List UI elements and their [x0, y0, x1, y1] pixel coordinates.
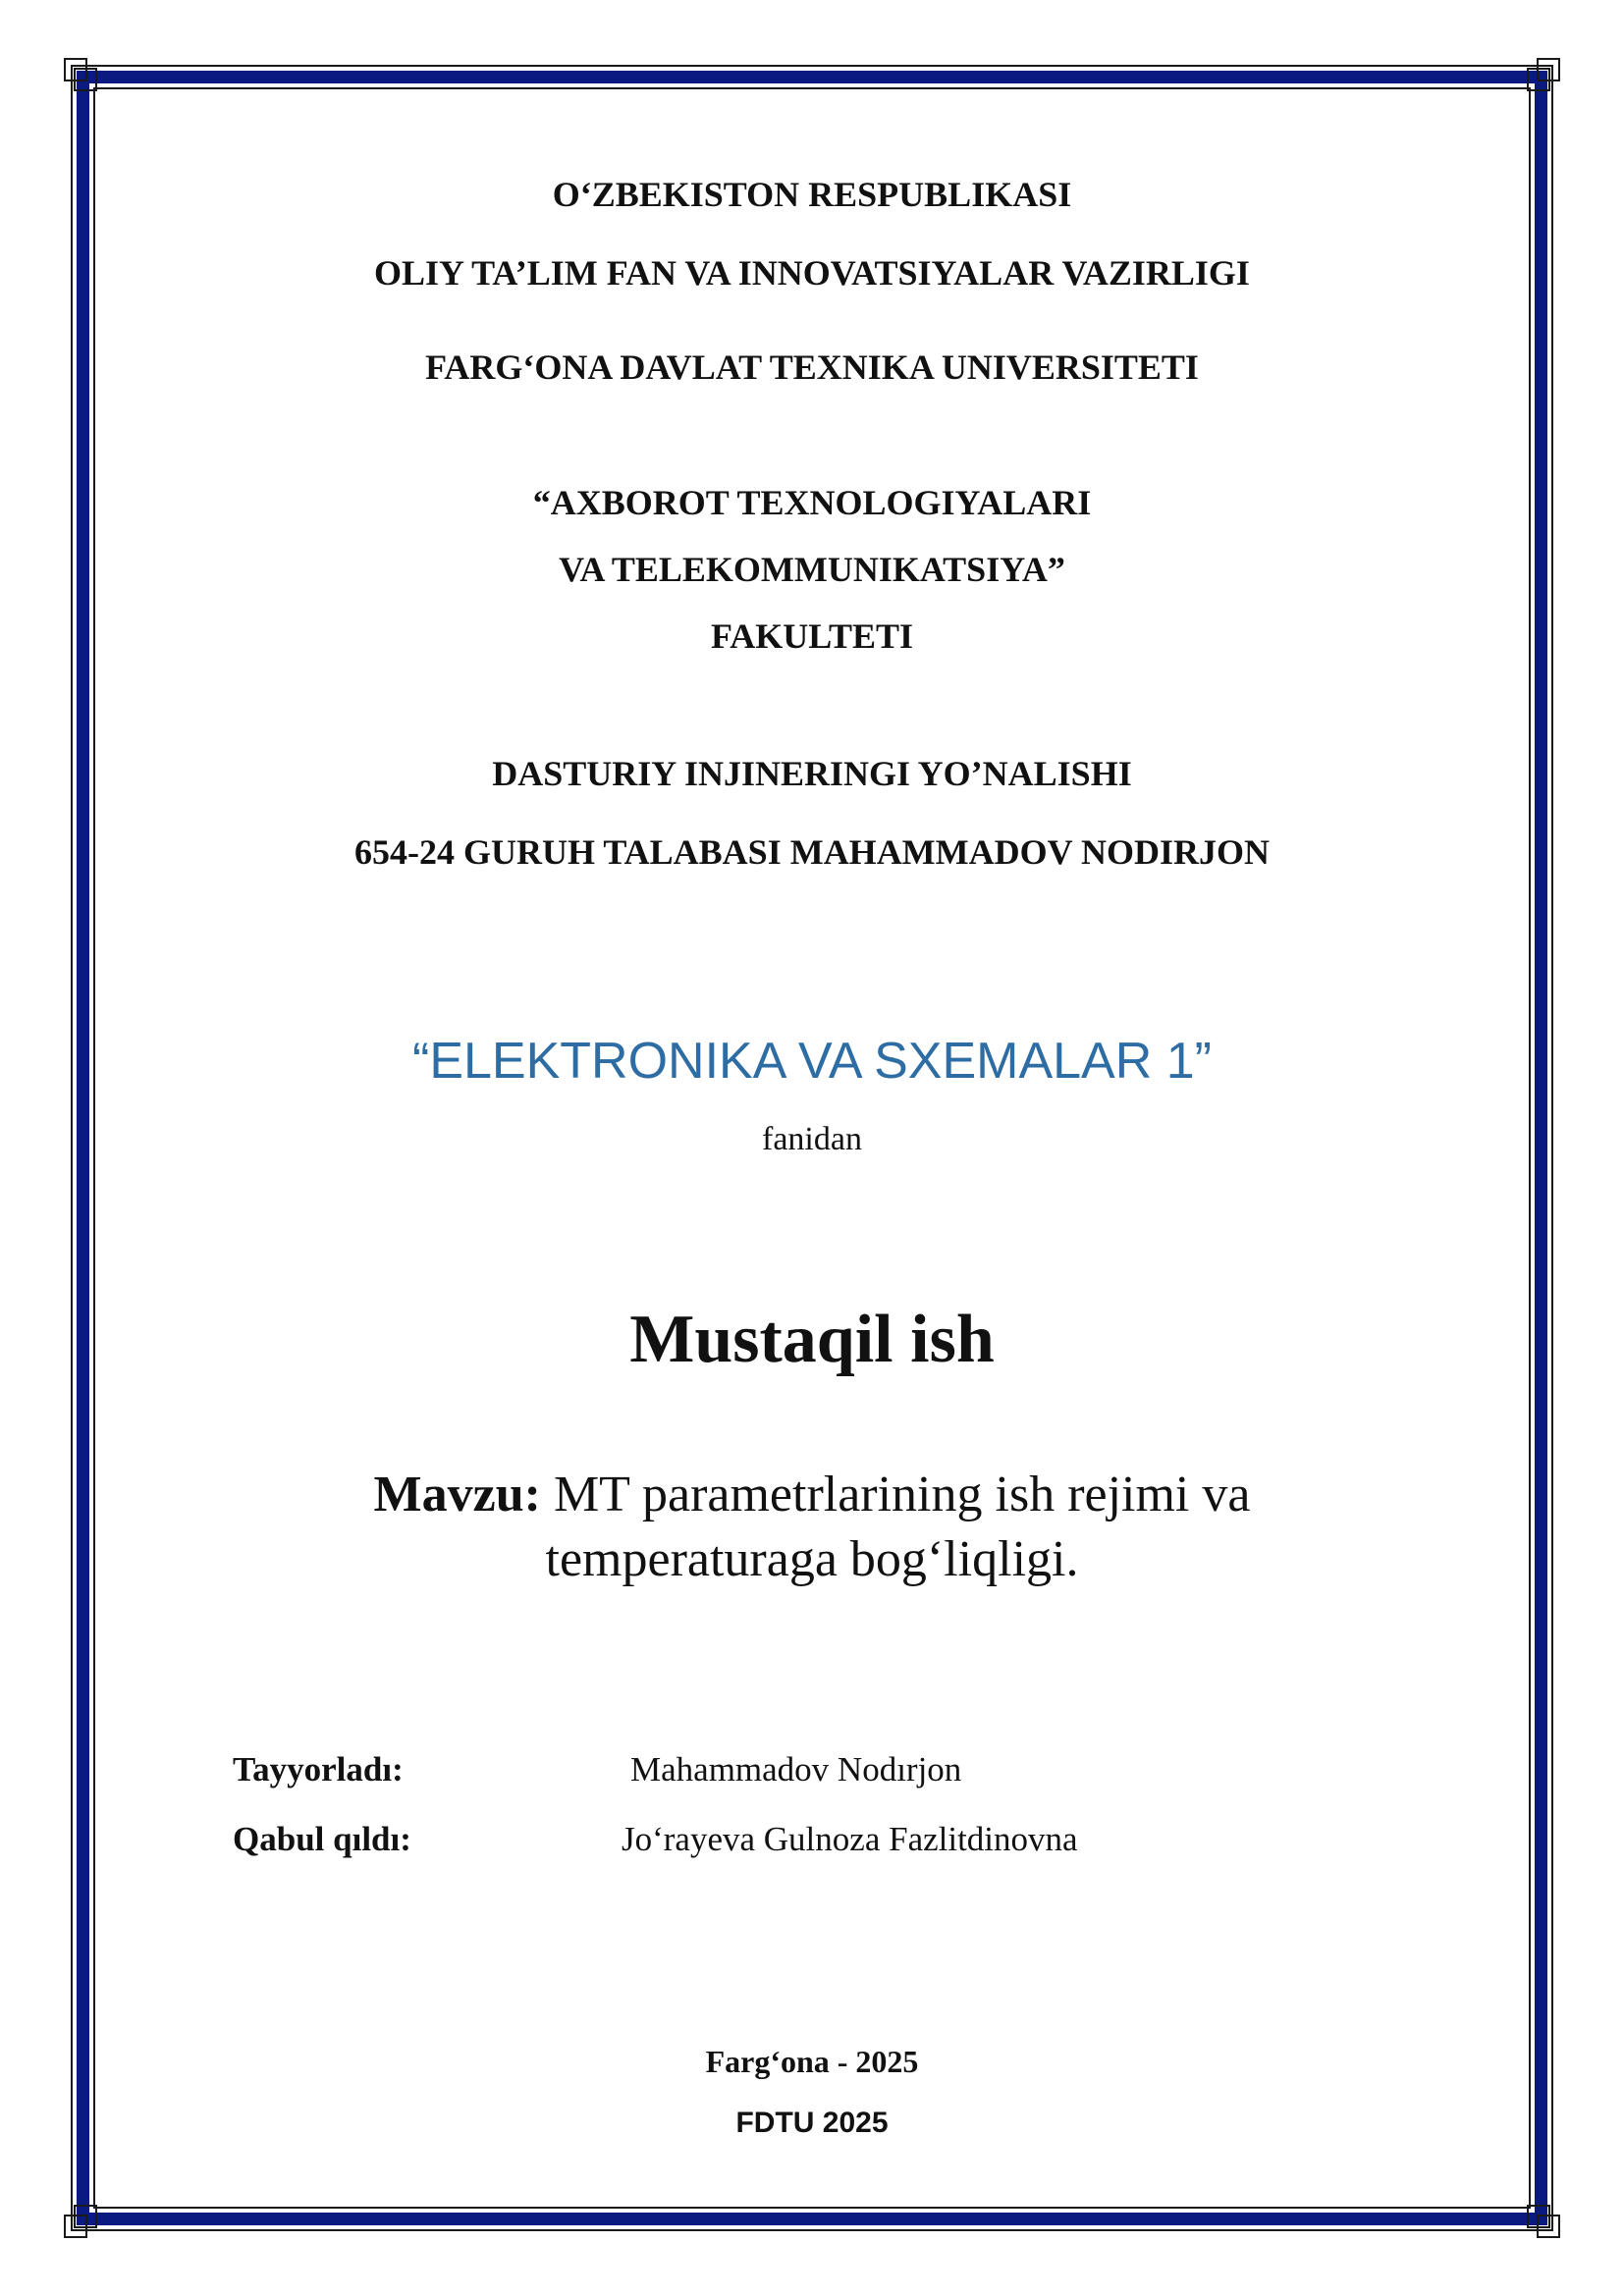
- prepared-label: Tayyorladı:: [233, 1750, 404, 1789]
- university-heading: FARG‘ONA DAVLAT TEXNIKA UNIVERSITETI: [425, 347, 1199, 387]
- topic-line-1: [0, 1463, 1624, 1527]
- accepted-value: Jo‘rayeva Gulnoza Fazlitdinovna: [622, 1820, 1078, 1858]
- corner-ornament-top-left: [63, 57, 98, 92]
- faculty-line-1: “AXBOROT TEXNOLOGIYALARI: [532, 483, 1092, 522]
- faculty-line-2: VA TELEKOMMUNIKATSIYA”: [559, 550, 1065, 589]
- student-group-line: 654-24 GURUH TALABASI MAHAMMADOV NODIRJON: [353, 832, 1270, 872]
- republic-heading: O‘ZBEKISTON RESPUBLIKASI: [552, 175, 1072, 214]
- place-year: Farg‘ona - 2025: [705, 2044, 919, 2079]
- ministry-heading: OLIY TA’LIM FAN VA INNOVATSIYALAR VAZIRLIGI: [374, 253, 1250, 293]
- corner-ornament-bottom-left: [63, 2204, 98, 2239]
- faculty-line-3: FAKULTETI: [710, 616, 914, 656]
- topic-block: [0, 1463, 1624, 1592]
- work-title: Mustaqil ish: [629, 1302, 995, 1377]
- topic-label: Mavzu:: [373, 1467, 541, 1522]
- accepted-label: Qabul qıldı:: [233, 1820, 411, 1858]
- prepared-value: Mahammadov Nodırjon: [630, 1750, 962, 1789]
- topic-text-1: MT parametrlarining ish rejimi va: [540, 1467, 1251, 1522]
- subject-title: “ELEKTRONIKA VA SXEMALAR 1”: [412, 1033, 1212, 1090]
- corner-ornament-bottom-right: [1526, 2204, 1561, 2239]
- subject-suffix: fanidan: [762, 1121, 862, 1157]
- corner-ornament-top-right: [1526, 57, 1561, 92]
- direction-line: DASTURIY INJINERINGI YO’NALISHI: [492, 754, 1132, 793]
- topic-line-2: temperaturaga bog‘liqligi.: [545, 1531, 1079, 1587]
- footer-code: FDTU 2025: [735, 2107, 889, 2139]
